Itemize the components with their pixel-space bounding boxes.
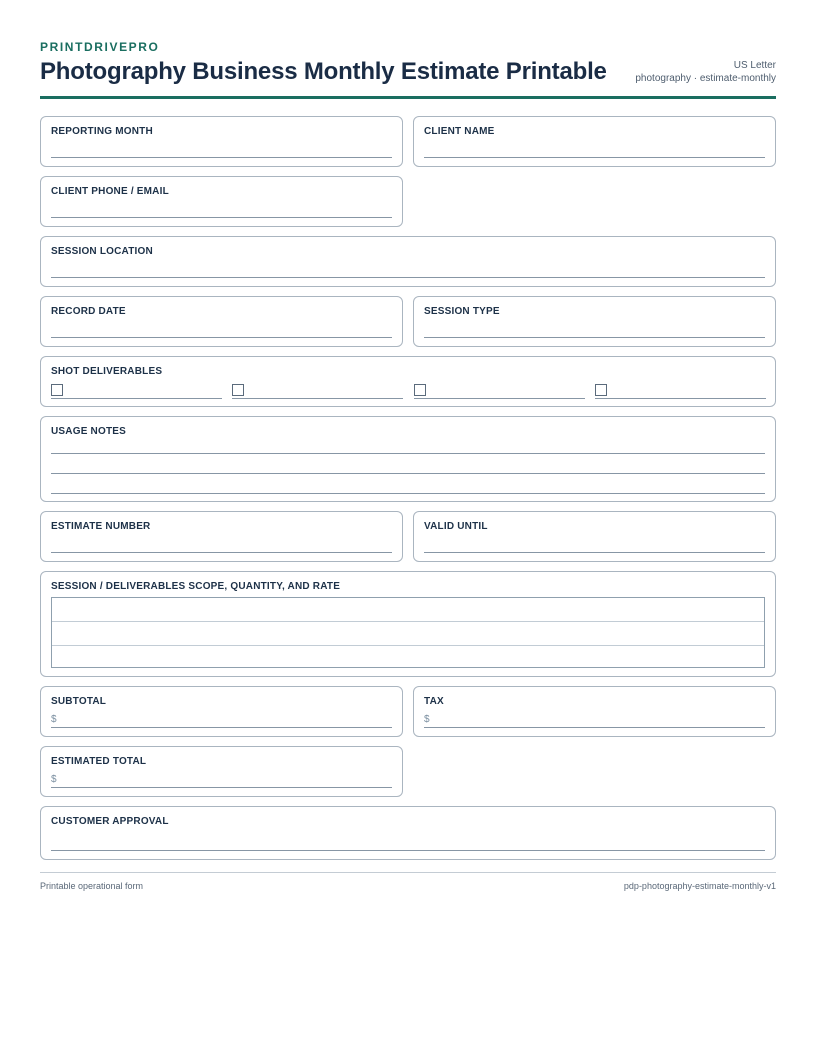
deliverable-line-3[interactable]	[414, 398, 585, 399]
brand-name: PRINTDRIVEPRO	[40, 40, 160, 54]
valid-until-input-line[interactable]	[424, 552, 765, 553]
client-contact-label: CLIENT PHONE / EMAIL	[51, 186, 169, 197]
customer-approval-label: CUSTOMER APPROVAL	[51, 816, 169, 827]
scope-table-row-divider-2	[52, 645, 764, 646]
footer-divider	[40, 872, 776, 873]
form-header	[40, 0, 776, 100]
paper-size-label: US Letter	[733, 60, 776, 71]
estimated-total-currency-symbol: $	[51, 774, 57, 785]
tax-field	[413, 686, 776, 737]
session-type-field	[413, 296, 776, 347]
client-contact-field	[40, 176, 403, 227]
subtotal-currency-symbol: $	[51, 714, 57, 725]
client-name-label: CLIENT NAME	[424, 126, 495, 137]
client-contact-input-line[interactable]	[51, 217, 392, 218]
reporting-month-field	[40, 116, 403, 167]
form-tags: photography · estimate-monthly	[635, 73, 776, 84]
form-meta	[635, 59, 776, 85]
shot-deliverables-field	[40, 356, 776, 407]
subtotal-field	[40, 686, 403, 737]
estimated-total-field	[40, 746, 403, 797]
session-type-input-line[interactable]	[424, 337, 765, 338]
scope-table[interactable]	[51, 597, 765, 668]
usage-notes-field	[40, 416, 776, 502]
customer-approval-field	[40, 806, 776, 860]
estimate-number-input-line[interactable]	[51, 552, 392, 553]
deliverable-line-4[interactable]	[595, 398, 766, 399]
session-location-label: SESSION LOCATION	[51, 246, 153, 257]
usage-notes-line-1[interactable]	[51, 453, 765, 454]
client-name-field	[413, 116, 776, 167]
tax-input-line[interactable]	[424, 727, 765, 728]
session-location-field	[40, 236, 776, 287]
subtotal-input-line[interactable]	[51, 727, 392, 728]
subtotal-label: SUBTOTAL	[51, 696, 107, 707]
valid-until-field	[413, 511, 776, 562]
customer-approval-signature-line[interactable]	[51, 850, 765, 851]
deliverable-line-1[interactable]	[51, 398, 222, 399]
record-date-field	[40, 296, 403, 347]
session-type-label: SESSION TYPE	[424, 306, 500, 317]
valid-until-label: VALID UNTIL	[424, 521, 488, 532]
tax-label: TAX	[424, 696, 444, 707]
reporting-month-input-line[interactable]	[51, 157, 392, 158]
scope-table-label: SESSION / DELIVERABLES SCOPE, QUANTITY, AND RATE	[51, 581, 341, 592]
scope-table-row-divider-1	[52, 621, 764, 622]
estimated-total-label: ESTIMATED TOTAL	[51, 756, 147, 767]
deliverable-checkbox-2[interactable]	[232, 384, 244, 396]
page-title: Photography Business Monthly Estimate Printable	[40, 58, 607, 85]
tax-currency-symbol: $	[424, 714, 430, 725]
estimated-total-input-line[interactable]	[51, 787, 392, 788]
deliverable-checkbox-4[interactable]	[595, 384, 607, 396]
estimate-number-label: ESTIMATE NUMBER	[51, 521, 151, 532]
deliverable-checkbox-3[interactable]	[414, 384, 426, 396]
header-divider	[40, 96, 776, 99]
footer-form-id: pdp-photography-estimate-monthly-v1	[623, 881, 776, 891]
deliverable-checkbox-1[interactable]	[51, 384, 63, 396]
footer-left-text: Printable operational form	[40, 881, 144, 891]
usage-notes-line-3[interactable]	[51, 493, 765, 494]
record-date-label: RECORD DATE	[51, 306, 126, 317]
estimate-form-page	[40, 0, 776, 891]
usage-notes-label: USAGE NOTES	[51, 426, 126, 437]
session-location-input-line[interactable]	[51, 277, 765, 278]
record-date-input-line[interactable]	[51, 337, 392, 338]
shot-deliverables-label: SHOT DELIVERABLES	[51, 366, 163, 377]
usage-notes-line-2[interactable]	[51, 473, 765, 474]
estimate-number-field	[40, 511, 403, 562]
reporting-month-label: REPORTING MONTH	[51, 126, 153, 137]
scope-table-field	[40, 571, 776, 677]
deliverable-line-2[interactable]	[232, 398, 403, 399]
client-name-input-line[interactable]	[424, 157, 765, 158]
